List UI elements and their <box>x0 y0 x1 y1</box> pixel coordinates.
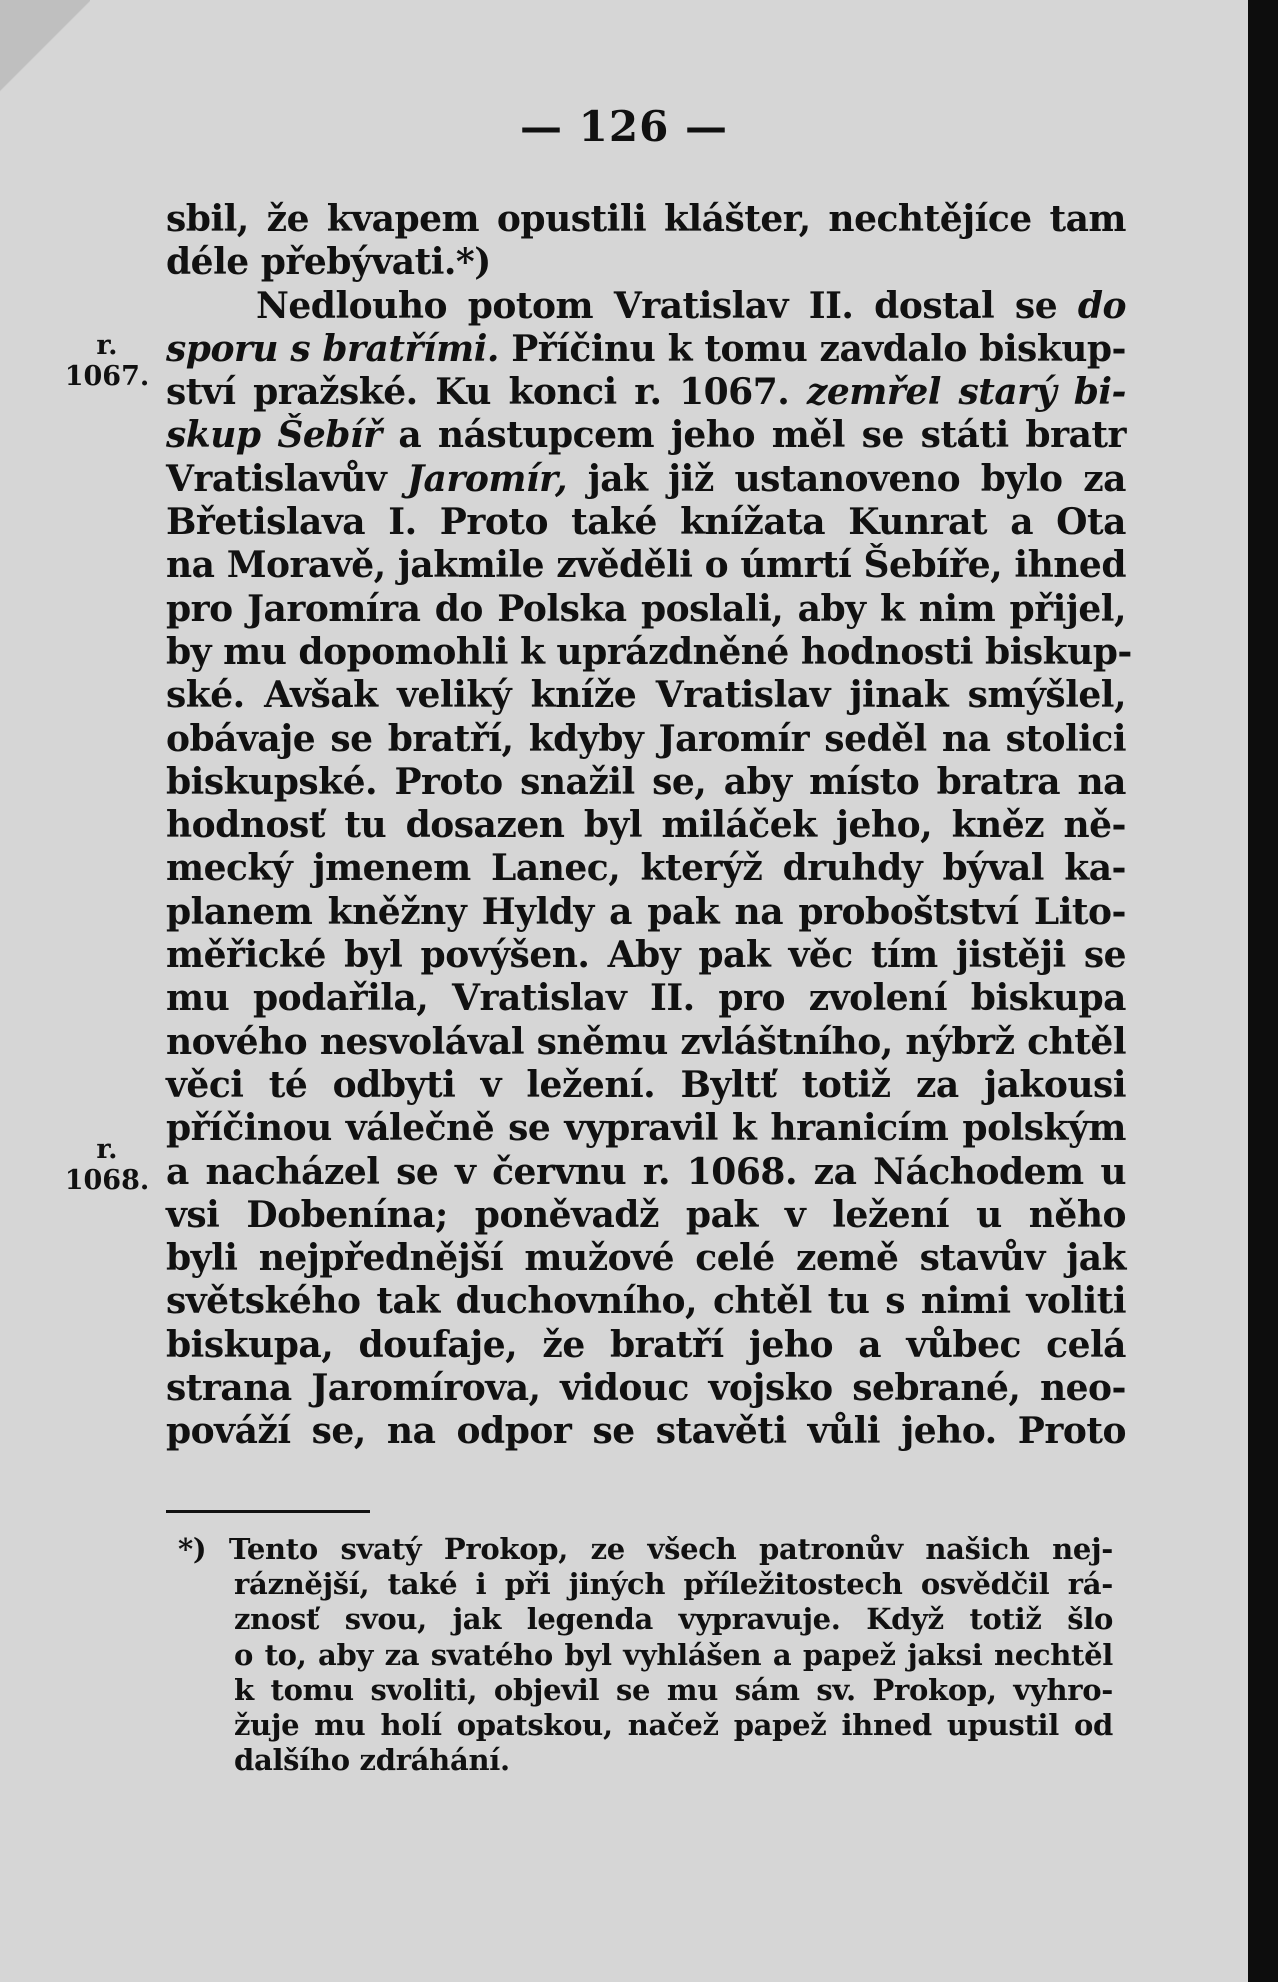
footnote-line: znosť svou, jak legenda vypravuje. Když totiž šlo <box>234 1602 1113 1637</box>
text-line: měřické byl povýšen. Aby pak věc tím jistěji se <box>166 934 1126 977</box>
footnote-line: *) Tento svatý Prokop, ze všech patronův našich nej- <box>178 1532 1113 1566</box>
text-line: příčinou válečně se vypravil k hranicím polským <box>166 1107 1126 1150</box>
footnote-line: o to, aby za svatého byl vyhlášen a papež jaksi nechtěl <box>234 1637 1113 1672</box>
text-line: a nacházel se v červnu r. 1068. za Náchodem u <box>166 1150 1126 1193</box>
text-line: hodnosť tu dosazen byl miláček jeho, kněz ně- <box>166 804 1126 847</box>
footnote-line: ráznější, také i při jiných příležitostech osvědčil rá- <box>234 1567 1113 1602</box>
text-line: nového nesvolával sněmu zvláštního, nýbrž chtěl <box>166 1020 1126 1063</box>
text-line: pro Jaromíra do Polska poslali, aby k nim přijel, <box>166 587 1126 630</box>
text-line: mu podařila, Vratislav II. pro zvolení biskupa <box>166 977 1126 1020</box>
text-line: skup Šebíř a nástupcem jeho měl se státi bratr <box>166 414 1126 457</box>
text-line: biskupské. Proto snažil se, aby místo bratra na <box>166 760 1126 803</box>
text-line: Břetislava I. Proto také knížata Kunrat a Ota <box>166 501 1126 544</box>
text-line: sbil, že kvapem opustili klášter, nechtějíce tam <box>166 198 1126 240</box>
footnote <box>178 1532 1113 1778</box>
text-line: věci té odbyti v ležení. Byltť totiž za jakousi <box>166 1063 1126 1106</box>
text-line: biskupa, doufaje, že bratří jeho a vůbec celá <box>166 1323 1126 1366</box>
text-line: strana Jaromírova, vidouc vojsko sebrané, neo- <box>166 1367 1126 1410</box>
text-line: byli nejpřednější mužové celé země stavův jak <box>166 1237 1126 1280</box>
footnote-line: žuje mu holí opatskou, načež papež ihned upustil od <box>234 1707 1113 1742</box>
footnote-line: k tomu svoliti, objevil se mu sám sv. Prokop, vyhro- <box>234 1672 1113 1707</box>
text-line: Vratislavův Jaromír, jak již ustanoveno bylo za <box>166 457 1126 500</box>
footnote-line: dalšího zdráhání. <box>234 1743 510 1778</box>
text-line: pováží se, na odpor se stavěti vůli jeho. Proto <box>166 1410 1126 1453</box>
book-spine <box>1248 0 1278 1982</box>
footnote-separator <box>166 1510 370 1513</box>
text-line: by mu dopomohli k uprázdněné hodnosti biskup- <box>166 630 1132 673</box>
margin-note-year: r. 1067. <box>64 330 150 392</box>
text-line: obávaje se bratří, kdyby Jaromír seděl na stolici <box>166 717 1126 760</box>
text-line: vsi Dobenína; poněvadž pak v ležení u něho <box>166 1193 1126 1236</box>
main-text <box>166 198 1132 1454</box>
text-line: na Moravě, jakmile zvěděli o úmrtí Šebíře, ihned <box>166 544 1126 587</box>
text-line: ství pražské. Ku konci r. 1067. zemřel starý bi- <box>166 371 1126 414</box>
text-line: mecký jmenem Lanec, kterýž druhdy býval ka- <box>166 847 1126 890</box>
text-line: planem kněžny Hyldy a pak na proboštství Lito- <box>166 890 1126 933</box>
text-line: Nedlouho potom Vratislav II. dostal se do <box>256 284 1126 327</box>
margin-note-year: r. 1068. <box>64 1134 150 1196</box>
folded-corner <box>0 0 90 110</box>
text-line: ské. Avšak veliký kníže Vratislav jinak smýšlel, <box>166 674 1126 717</box>
text-line: sporu s bratřími. Příčinu k tomu zavdalo biskup- <box>166 327 1126 370</box>
text-line: světského tak duchovního, chtěl tu s nimi voliti <box>166 1280 1126 1323</box>
page-number: — 126 — <box>520 102 728 151</box>
text-line: déle přebývati.*) <box>166 241 491 284</box>
